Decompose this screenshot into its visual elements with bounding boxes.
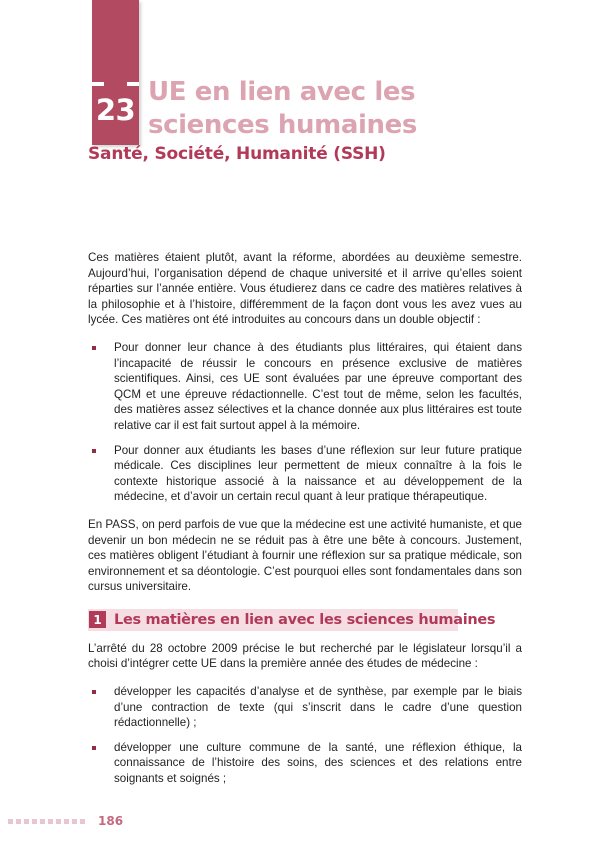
decoration-square bbox=[80, 819, 85, 824]
list-item bbox=[88, 443, 522, 505]
bullet-square-icon bbox=[92, 346, 96, 350]
list-item-text: Pour donner leur chance à des étudiants plus littéraires, qui étaient dans l’incapacité de réussir le concours en présence exclusive de matières scientifiques. Ainsi, ces UE sont évaluées par une épreuve comportant des QCM et une épreuve rédactionnelle. C’est tout de même, selon les facultés, des matières assez sélectives et la chance donnée aux plus littéraires est toute relative car il est fait surtout appel à la mémoire. bbox=[114, 340, 522, 432]
page-number: 186 bbox=[98, 814, 124, 828]
objectives-list bbox=[88, 340, 522, 505]
pass-paragraph: En PASS, on perd parfois de vue que la médecine est une activité humaniste, et que devenir un bon médecin ne se réduit pas à être une bête à concours. Justement, ces matières obligent l’étudiant à fournir une réflexion sur sa pratique médicale, son environnement et sa déontologie. C’est pourquoi elles sont fondamentales dans son cursus universitaire. bbox=[88, 517, 522, 594]
chapter-header bbox=[0, 0, 609, 200]
section-title: Les matières en lien avec les sciences humaines bbox=[114, 611, 496, 628]
list-item bbox=[88, 340, 522, 434]
bullet-square-icon bbox=[92, 746, 96, 750]
list-item-text: Pour donner aux étudiants les bases d’une réflexion sur leur future pratique médicale. Ces disciplines leur permettent de mieux connaître à la fois le contexte historique associé à la naissance et au développement de la médecine, et d’avoir un certain recul quant à leur pratique thérapeutique. bbox=[114, 443, 522, 504]
decoration-square bbox=[40, 819, 45, 824]
decoration-square bbox=[64, 819, 69, 824]
list-item bbox=[88, 740, 522, 787]
list-item bbox=[88, 684, 522, 731]
decoration-square bbox=[8, 819, 13, 824]
page-content bbox=[88, 250, 522, 799]
decoration-square bbox=[24, 819, 29, 824]
page-footer bbox=[8, 814, 123, 828]
notch-left-icon bbox=[92, 82, 104, 86]
decoration-square bbox=[48, 819, 53, 824]
decoration-square bbox=[16, 819, 21, 824]
bullet-square-icon bbox=[92, 690, 96, 694]
section-number-badge: 1 bbox=[89, 611, 106, 628]
page-title: UE en lien avec les sciences humaines bbox=[148, 77, 417, 140]
chapter-number: 23 bbox=[95, 93, 136, 127]
notch-right-icon bbox=[127, 82, 139, 86]
footer-decoration-squares bbox=[8, 819, 85, 824]
section-heading bbox=[88, 609, 496, 631]
decoration-square bbox=[56, 819, 61, 824]
list-item-text: développer une culture commune de la santé, une réflexion éthique, la connaissance de l’histoire des soins, des sciences et des relations entre soignants et soignés ; bbox=[114, 740, 522, 786]
section-items-list bbox=[88, 684, 522, 787]
list-item-text: développer les capacités d’analyse et de synthèse, par exemple par le biais d’une contraction de texte (qui s’inscrit dans le cadre d’une question rédactionnelle) ; bbox=[114, 685, 522, 730]
bullet-square-icon bbox=[92, 449, 96, 453]
intro-paragraph: Ces matières étaient plutôt, avant la réforme, abordées au deuxième semestre. Aujourd’hui, l’organisation dépend de chaque université et il arrive qu’elles soient réparties sur l’année entière. Vous étudierez dans ce cadre des matières relatives à la philosophie et à l’histoire, différemment de la façon dont vous les avez vues au lycée. Ces matières ont été introduites au concours dans un double objectif : bbox=[88, 251, 522, 327]
page-subtitle: Santé, Société, Humanité (SSH) bbox=[88, 144, 386, 164]
decoration-square bbox=[72, 819, 77, 824]
section-lead-paragraph: L’arrêté du 28 octobre 2009 précise le but recherché par le législateur lorsqu’il a choisi d’intégrer cette UE dans la première année des études de médecine : bbox=[88, 641, 522, 671]
decoration-square bbox=[32, 819, 37, 824]
